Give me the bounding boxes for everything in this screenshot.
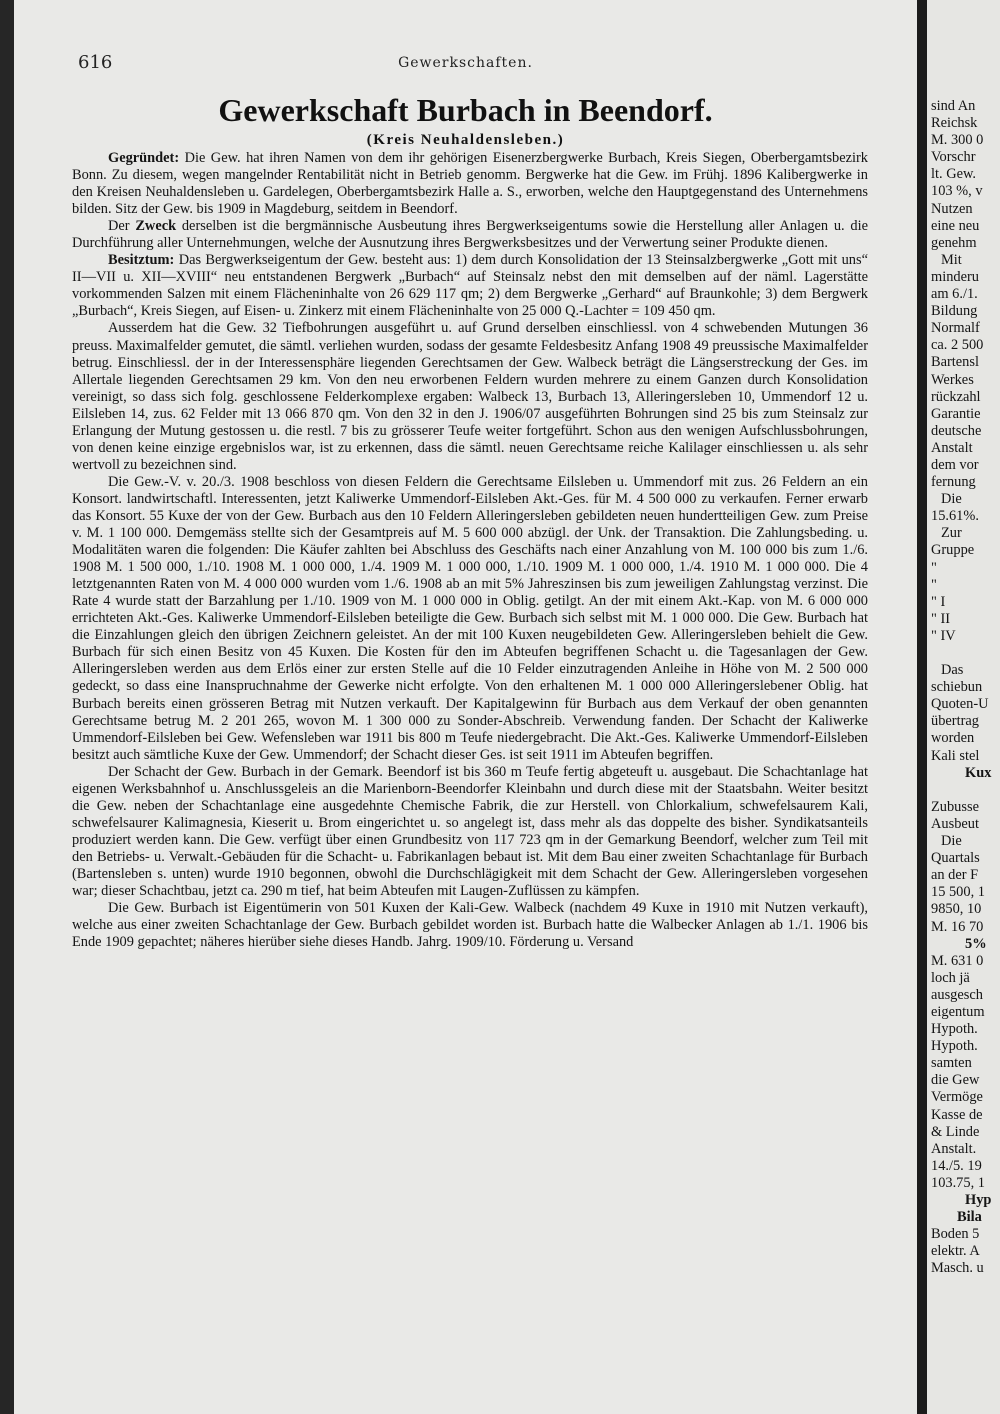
article-subtitle: (Kreis Neuhaldensleben.) [366, 132, 565, 148]
next-page-line: Die [941, 833, 962, 850]
next-page-line: übertrag [931, 713, 979, 730]
next-page-line: Boden 5 [931, 1226, 980, 1243]
next-page-line: " IV [931, 627, 956, 644]
next-page-line: am 6./1. [931, 286, 978, 303]
paragraph-property: Besitztum: Das Bergwerkseigentum der Gew. besteht aus: 1) dem durch Konsolidation der 13 Steinsalzbergwerke „Gott mit uns“ II—VII u. XII—XVIII“ neu entstandenen Bergwerk „Burbach“ auf Steinsalz nebst den mit demselben auf der näml. Lagerstätte vorkommenden Salzen mit einem Flächeninhalte von 26 629 117 qm; 2) dem Bergwerke „Gerhard“ auf Braunkohle; 3) dem Bergwerk „Burbach“, Kreis Siegen, auf Eisen- u. Zinkerz mit einem Flächeninhalte von 25 000 Q.-Lachter = 109 450 qm. [72, 252, 868, 320]
paragraph-sale: Die Gew.-V. v. 20./3. 1908 beschloss von diesen Feldern die Gerechtsame Eilsleben u. Ummendorf mit zus. 26 Feldern an ein Konsort. landwirtschaftl. Interessenten, jetzt Kaliwerke Ummendorf-Eilsleben Akt.-Ges. für M. 4 500 000 zu verkaufen. Ferner erwarb das Konsort. 55 Kuxe der von der Gew. Burbach aus den 10 Feldern Alleringersleben gebildeten neuen hundertteiligen Gew. zum Preise v. M. 1 100 000. Demgemäss stellte sich der Gesamtpreis auf M. 5 600 000 abzügl. der Unk. der Transaktion. Die Zahlungsbeding. u. Modalitäten waren die folgenden: Die Käufer zahlten bei Abschluss des Geschäfts nach einer Anzahlung von M. 100 000 bis zum 1./6. 1908 M. 1 500 000, 1./10. 1908 M. 1 000 000, 1./4. 1909 M. 1 000 000, 1./10. 1909 M. 1 000 000, 1./4. 1910 M. 1 000 000. Die 4 letztgenannten Raten von M. 4 000 000 wurden vom 1./6. 1908 ab an mit 5% Jahreszinsen bis zum jeweiligen Zahlungstag verzinst. Die Rate 4 wurde statt der Barzahlung per 1./10. 1909 von M. 1 000 000 in Oblig. getilgt. An der mit einem Akt.-Kap. von M. 6 000 000 errichteten Akt.-Ges. Kaliwerke Ummendorf-Eilsleben beteiligte die Gew. Burbach sich selbst mit M. 1 000 000. Die Gew. Burbach hat die Einzahlungen gleich den übrigen Zeichnern geleistet. An der mit 100 Kuxen neugebildeten Gew. Alleringersleben behielt die Gew. Burbach für sich einen Besitz von 45 Kuxen. Die Kosten für den im Abteufen begriffenen Schacht u. die Tagesanlagen der Gew. Alleringersleben werden aus dem Erlös einer zur ersten Stelle auf die 10 Felder einzutragenden Anleihe in Höhe von M. 2 500 000 gedeckt, so dass eine Inanspruchnahme der Gewerke nicht erfolgte. Von den erhaltenen M. 1 000 000 Alleringerslebener Oblig. hat Burbach bereits einen grösseren Betrag mit Nutzen verkauft. Der Kapitalgewinn für Burbach aus dem Verkauf der oben genannten Gerechtsame betrug M. 2 201 265, wovon M. 1 300 000 zu Sonder-Abschreib. Verwendung fanden. Der Schacht der Kaliwerke Ummendorf-Eilsleben bei Gew. Wefensleben war 1911 bis 800 m Teufe niedergebracht. Die Akt.-Ges. Kaliwerke Ummendorf-Eilsleben besitzt auch sämtliche Kuxe der Gew. Ummendorf; der Schacht dieser Ges. ist seit 1911 im Abteufen begriffen. [72, 473, 868, 763]
page-number: 616 [78, 52, 113, 73]
running-header [14, 52, 917, 82]
next-page-line: Reichsk [931, 115, 978, 132]
next-page-line: Zubusse [931, 798, 979, 815]
next-page-line: fernung [931, 474, 976, 491]
label-purpose: Zweck [135, 218, 177, 235]
next-page-line: Garantie [931, 405, 981, 422]
paragraph-walbeck: Die Gew. Burbach ist Eigentümerin von 501 Kuxen der Kali-Gew. Walbeck (nachdem 49 Kuxe in 1910 mit Nutzen verkauft), welche aus einer zweiten Schachtanlage der Gew. Burbach gebildet worden ist. Burbach hatte die Walbecker Anlagen ab 1./1. 1906 bis Ende 1909 gepachtet; näheres hierüber siehe dieses Handb. Jahrg. 1909/10. Förderung u. Versand [72, 900, 868, 951]
next-page-line: Vorschr [931, 149, 976, 166]
next-page-line [927, 782, 991, 799]
next-page-line: Das [941, 662, 964, 679]
next-page-edge [927, 0, 1000, 1414]
left-page [14, 0, 917, 1414]
next-page-line: " I [931, 593, 946, 610]
label-property: Besitztum: [108, 252, 175, 269]
next-page-line: an der F [931, 867, 979, 884]
next-page-line: M. 631 0 [931, 952, 984, 969]
next-page-line: 5% [965, 935, 987, 952]
next-page-line: worden [931, 730, 975, 747]
next-page-line: Mit [941, 251, 962, 268]
next-page-line: Vermöge [931, 1089, 983, 1106]
next-page-line: 15 500, 1 [931, 884, 985, 901]
next-page-line: 14./5. 19 [931, 1157, 982, 1174]
next-page-line: Hypoth. [931, 1021, 978, 1038]
next-page-line: Hypoth. [931, 1038, 978, 1055]
paragraph-shaft: Der Schacht der Gew. Burbach in der Gemark. Beendorf ist bis 360 m Teufe fertig abgeteuft u. ausgebaut. Die Schachtanlage hat eigenen Werksbahnhof u. Anschlussgeleis an die Marienborn-Beendorfer Kleinbahn und durch diese mit der Staatsbahn. Weiter besitzt die Gew. neben der Schachtanlage eine ausgedehnte Chemische Fabrik, die zur Herstell. von Chlorkalium, schwefelsaurem Kali, schwefelsaurer Kalimagnesia, Kieserit u. Brom eingerichtet u. so angelegt ist, dass mehr als das doppelte des bisher. Syndikatsanteils produziert werden kann. Die Gew. verfügt über einen Grundbesitz von 117 723 qm in der Gemarkung Beendorf, welcher zum Teil mit den Betriebs- u. Verwalt.-Gebäuden für die Schacht- u. Fabrikanlagen bebaut ist. Mit dem Bau einer zweiten Schachtanlage für Burbach (Bartensleben s. unten) wurde 1910 begonnen, obwohl die Durchschlägigkeit mit dem Schacht der Gew. Alleringersleben vorgesehen war; dieser Schachtbau, jetzt ca. 290 m tief, hat beim Abteufen mit Laugen-Zuflüssen zu kämpfen. [72, 763, 868, 900]
next-page-line: ausgesch [931, 986, 983, 1003]
article-title: Gewerkschaft Burbach in Beendorf. [218, 92, 713, 128]
next-page-line: Bildung [931, 303, 978, 320]
next-page-line: eigentum [931, 1003, 985, 1020]
next-page-line: Die [941, 491, 962, 508]
next-page-line: Ausbeut [931, 815, 979, 832]
paragraph-founded: Gegründet: Die Gew. hat ihren Namen von dem ihr gehörigen Eisenerzbergwerke Burbach, Kreis Siegen, Oberbergamtsbezirk Bonn. Zu diesem, wegen mangelnder Rentabilität nicht in Betrieb genomm. Bergwerke hat die Gew. im Frühj. 1896 Kalibergwerke in den Kreisen Neuhaldensleben u. Gardelegen, Oberbergamtsbezirk Halle a. S., erworben, welche den Hauptgegenstand des Unternehmens bilden. Sitz der Gew. bis 1909 in Magdeburg, seitdem in Beendorf. [72, 150, 868, 218]
next-page-line: Kali stel [931, 747, 980, 764]
next-page-line: Normalf [931, 320, 980, 337]
next-page-line: M. 16 70 [931, 918, 984, 935]
next-page-line: elektr. A [931, 1243, 980, 1260]
next-page-line: Anstalt. [931, 1140, 977, 1157]
next-page-line: lt. Gew. [931, 166, 977, 183]
next-page-line: deutsche [931, 422, 982, 439]
next-page-line: 9850, 10 [931, 901, 982, 918]
next-page-line: Kasse de [931, 1106, 983, 1123]
running-title: Gewerkschaften. [398, 55, 533, 71]
next-page-line: rückzahl [931, 388, 981, 405]
next-page-line: " [931, 576, 937, 593]
next-page-line: Nutzen [931, 200, 973, 217]
next-page-line: " II [931, 610, 951, 627]
next-page-line: Kux [965, 764, 992, 781]
next-page-line: sind An [931, 98, 976, 114]
next-page-line: 15.61%. [931, 508, 979, 525]
next-page-line: samten [931, 1055, 972, 1072]
next-page-line: 103.75, 1 [931, 1174, 985, 1191]
next-page-line: eine neu [931, 217, 980, 234]
paragraph-purpose: Der Zweck derselben ist die bergmännische Ausbeutung ihres Bergwerkseigentums sowie die Herstellung aller Anlagen u. die Durchführung aller Unternehmungen, welche der Ausnutzung ihres Bergwerksbesitzes und der Verwertung seiner Produkte dienen. [72, 218, 868, 252]
next-page-line: genehm [931, 234, 977, 251]
next-page-column [927, 98, 991, 1277]
page-gutter [917, 0, 927, 1414]
next-page-line: loch jä [931, 969, 970, 986]
next-page-line: dem vor [931, 456, 979, 473]
paragraph-drillings: Ausserdem hat die Gew. 32 Tiefbohrungen ausgeführt u. auf Grund derselben einschliessl. von 4 schwebenden Mutungen 36 preuss. Maximalfelder gemutet, die sämtl. verliehen wurden, sodass der gesamte Feldesbesitz Anfang 1908 49 preussische Maximalfelder betrug. Einschliessl. der in der Interessensphäre liegenden Gerechtsamen der Gew. Walbeck beträgt die Längserstreckung der Ges. im Allertale liegenden Gerechtsamen 29 km. Von den neu erworbenen Feldern wurden mehrere zu einem Ganzen durch Konsolidation vereinigt, so dass sich folg. geschlossene Felderkomplexe ergaben: Walbeck 13, Burbach 13, Alleringersleben 10, Ummendorf 12 u. Eilsleben 14, zus. 62 Felder mit 13 066 870 qm. Von den 32 in den J. 1906/07 ausgeführten Bohrungen sind 25 bis zum Steinsalz zur Erlangung der Mutung gestossen u. die restl. 7 bis zu grösserer Teufe weiter fortgeführt. Schon aus den wenigen Aufschlussbohrungen, von denen keine einzige ergebnislos war, ist zu erkennen, dass die sämtl. neuen Gerechtsame reiche Kalilager einschliessen u. als sehr wertvoll zu bezeichnen sind. [72, 320, 868, 473]
next-page-line: Gruppe [931, 542, 975, 559]
next-page-line: Bila [957, 1209, 982, 1226]
next-page-line: Quartals [931, 850, 980, 867]
next-page-line [927, 645, 991, 662]
next-page-line: schiebun [931, 679, 983, 696]
next-page-line: Bartensl [931, 354, 979, 371]
next-page-line: Werkes [931, 371, 974, 388]
next-page-line: ca. 2 500 [931, 337, 984, 354]
next-page-line: " [931, 559, 937, 576]
next-page-line: & Linde [931, 1123, 980, 1140]
next-page-line: 103 %, v [931, 183, 983, 200]
next-page-line: Anstalt [931, 439, 973, 456]
next-page-line: Hyp [965, 1192, 992, 1208]
article-body [72, 150, 868, 951]
next-page-line: M. 300 0 [931, 132, 984, 149]
next-page-line: Quoten-U [931, 696, 989, 713]
next-page-line: die Gew [931, 1072, 980, 1089]
label-founded: Gegründet: [108, 150, 180, 166]
next-page-line: Zur [941, 525, 962, 542]
next-page-line: Masch. u [931, 1260, 984, 1277]
next-page-line: minderu [931, 268, 979, 285]
